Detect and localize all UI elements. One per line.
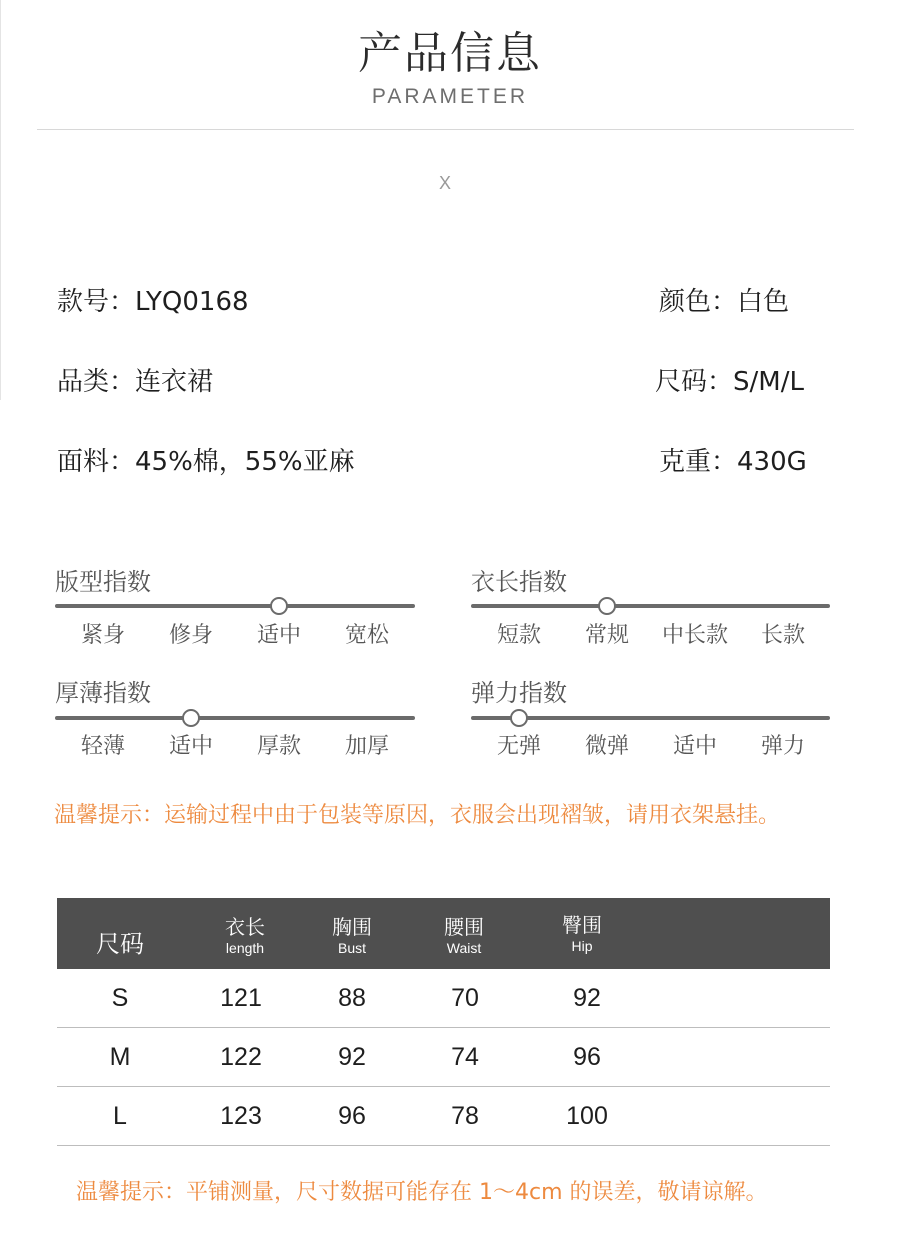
length-index-options (475, 622, 827, 650)
length-option: 短款 (496, 623, 541, 648)
cell-size: S (111, 984, 129, 1012)
thickness-index-title: 厚薄指数 (55, 679, 151, 707)
thickness-index-options (59, 733, 411, 761)
fit-index-track (55, 604, 415, 608)
cell-length: 122 (220, 1043, 262, 1071)
length-index-title: 衣长指数 (471, 568, 567, 596)
header-hip: 臀围 Hip (562, 913, 602, 954)
close-icon[interactable]: X (438, 173, 451, 193)
cell-size: L (113, 1102, 127, 1130)
table-row (57, 969, 830, 1028)
thickness-option: 轻薄 (80, 734, 125, 759)
cell-hip: 100 (566, 1102, 608, 1130)
thickness-option: 加厚 (344, 734, 389, 759)
page-title: 产品信息 (358, 28, 542, 79)
cell-size: M (109, 1043, 131, 1071)
cell-bust: 88 (338, 984, 366, 1012)
fit-option: 适中 (256, 623, 301, 648)
header-bust: 胸围 Bust (332, 915, 372, 956)
length-option: 长款 (760, 623, 805, 648)
length-index-knob[interactable] (598, 597, 616, 615)
thickness-index-knob[interactable] (182, 709, 200, 727)
size-table-header (57, 898, 830, 969)
elasticity-option: 微弹 (584, 734, 629, 759)
thickness-option: 适中 (168, 734, 213, 759)
cell-length: 121 (220, 984, 262, 1012)
fit-index-options (59, 622, 411, 650)
length-option: 常规 (584, 623, 629, 648)
elasticity-index-title: 弹力指数 (471, 679, 567, 707)
fit-option: 修身 (168, 623, 213, 648)
header-divider (37, 129, 854, 130)
fit-index-title: 版型指数 (55, 568, 151, 596)
thickness-index-track (55, 716, 415, 720)
cell-bust: 92 (338, 1043, 366, 1071)
elasticity-option: 适中 (672, 734, 717, 759)
elasticity-index-knob[interactable] (510, 709, 528, 727)
fit-index-knob[interactable] (270, 597, 288, 615)
table-row (57, 1087, 830, 1146)
param-fabric: 面料：45%棉，55%亚麻 (57, 447, 355, 477)
length-index-track (471, 604, 830, 608)
header-size: 尺码 (96, 930, 144, 958)
thickness-option: 厚款 (256, 734, 301, 759)
measurement-tip: 温馨提示：平铺测量，尺寸数据可能存在 1～4cm 的误差，敬请谅解。 (76, 1180, 768, 1205)
param-category: 品类：连衣裙 (57, 367, 214, 397)
param-style-no: 款号：LYQ0168 (57, 287, 249, 317)
shipping-tip: 温馨提示：运输过程中由于包装等原因，衣服会出现褶皱，请用衣架悬挂。 (54, 803, 781, 828)
cell-hip: 92 (573, 984, 601, 1012)
cell-waist: 74 (451, 1043, 479, 1071)
length-option: 中长款 (661, 623, 728, 648)
elasticity-option: 无弹 (496, 734, 541, 759)
cell-bust: 96 (338, 1102, 366, 1130)
header-waist: 腰围 Waist (444, 915, 484, 956)
param-weight: 克重：430G (659, 447, 807, 477)
param-color: 颜色：白色 (659, 287, 790, 317)
header-length: 衣长 length (225, 915, 265, 956)
cell-hip: 96 (573, 1043, 601, 1071)
table-row (57, 1028, 830, 1087)
page-subtitle: PARAMETER (371, 85, 529, 108)
cell-waist: 78 (451, 1102, 479, 1130)
fit-option: 紧身 (80, 623, 125, 648)
size-table (57, 898, 830, 1146)
elasticity-index-options (475, 733, 827, 761)
cell-waist: 70 (451, 984, 479, 1012)
elasticity-option: 弹力 (760, 734, 805, 759)
cell-length: 123 (220, 1102, 262, 1130)
param-size: 尺码：S/M/L (655, 367, 804, 397)
fit-option: 宽松 (344, 623, 389, 648)
